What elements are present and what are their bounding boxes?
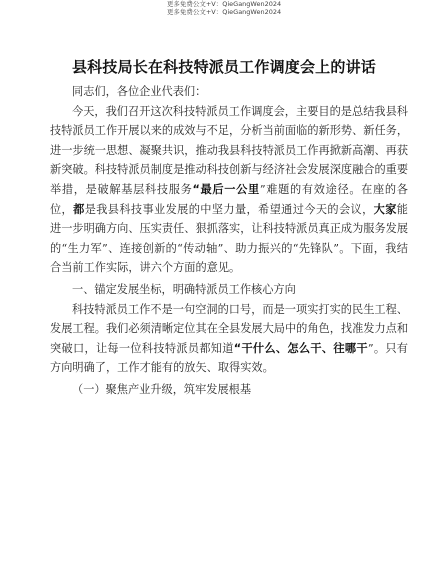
emphasis-text: 都 [73,202,85,216]
text-run: 科技特派员工作不是一句空洞的口号，而是一项实打实的民生工程、发展工程。我们必须清晰定位其在全县发展大局中的角色，找准发力点和突破口，让每一位科技特派员都知道 [50,302,409,355]
paragraph [50,102,408,278]
text-run: ”。只有方向明确了，工作才能有的放矢、取得实效。 [50,341,408,375]
text-run: 是我县科技事业发展的中坚力量，希望通过今天的会议， [84,202,374,216]
paragraph [50,300,408,378]
section-heading: 一、锚定发展坐标，明确特派员工作核心方向 [72,282,296,296]
emphasis-text: “干什么、怎么干、往哪干 [233,341,368,355]
watermark-line: 更多免费公文+V：QieGangWen2024 [166,0,282,8]
document-body [50,82,408,400]
document-title: 县科技局长在科技特派员工作调度会上的讲话 [71,58,376,76]
text-run: ”难题的有效途径。在座的各位， [50,182,408,216]
emphasis-text: 大家 [373,202,397,216]
salutation: 同志们，各位企业代表们： [72,85,207,98]
emphasis-text: “最后一公里 [192,182,260,196]
watermark [0,0,448,16]
subsection-heading: （一）聚焦产业升级，筑牢发展根基 [72,382,252,396]
watermark-line: 更多免费公文+V：QieGangWen2024 [166,8,282,16]
text-run: 今天，我们召开这次科技特派员工作调度会，主要目的是总结我县科技特派员工作开展以来的成效与不足，分析当前面临的新形势、新任务，进一步统一思想、凝聚共识，推动我县科技特派员工作再掀新高潮、再获新突破。科技特派员制度是推动科技创新与经济社会发展深度融合的重要举措，是破解基层科技服务 [50,104,409,196]
text-run: 能进一步明确方向、压实责任、狠抓落实，让科技特派员真正成为服务发展的“生力军”、连接创新的“传动轴”、助力振兴的“先锋队”。下面，我结合当前工作实际，讲六个方面的意见。 [50,202,409,275]
